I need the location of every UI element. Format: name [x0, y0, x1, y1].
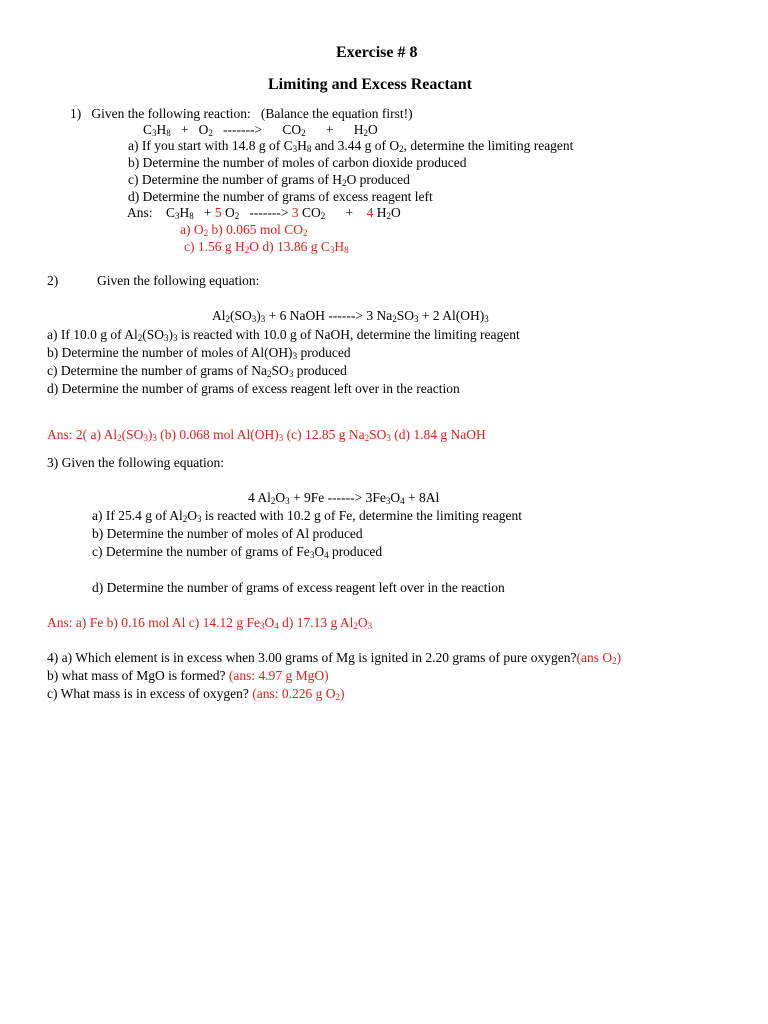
- q3-c-sub: 4: [324, 550, 329, 560]
- q1-a-sub: 2: [399, 144, 404, 154]
- q1-answer-equation: [127, 205, 401, 221]
- q1-c-text: c) Determine the number of grams of H: [128, 172, 343, 187]
- q1-eq-text: O: [198, 122, 209, 137]
- q3-answer: [47, 615, 372, 631]
- q1-eq-text: CO: [282, 122, 302, 137]
- q1-intro-line: [70, 106, 413, 122]
- q2-ans-text: (d) 1.84 g NaOH: [390, 427, 486, 442]
- q2-a-text: (SO: [142, 327, 164, 342]
- q1-ans-eq-sub: 3: [175, 211, 180, 221]
- q3-eq-text: O: [275, 490, 286, 505]
- q1-a-text: a) If you start with 14.8 g of C: [128, 138, 293, 153]
- q3-eq-sub: 3: [285, 496, 290, 506]
- q3-ans-text: O: [357, 615, 368, 630]
- q3-ans-sub: 2: [353, 621, 358, 631]
- q3-a-text: a) If 25.4 g of Al: [92, 508, 183, 523]
- q1-answer-ab: [180, 222, 308, 238]
- q2-part-b: [47, 345, 351, 361]
- q1-c-text: O produced: [346, 172, 410, 187]
- q4-c-ans-text: (ans: 0.226 g O: [252, 686, 336, 701]
- q3-eq-text: 4 Al: [248, 490, 271, 505]
- q1-number: 1): [70, 106, 82, 121]
- q3-ans-text: O: [264, 615, 275, 630]
- q2-eq-text: (SO: [230, 308, 252, 323]
- q4-c-answer: [252, 686, 344, 701]
- q1-eq-text: C: [143, 122, 153, 137]
- q1-eq-text: +: [325, 122, 334, 137]
- q1-equation: [143, 122, 378, 138]
- q1-c-sub: 2: [342, 178, 347, 188]
- q1-eq-text: +: [180, 122, 189, 137]
- q1-eq-text: H: [353, 122, 364, 137]
- q2-eq-text: ): [256, 308, 261, 323]
- q3-c-text: produced: [328, 544, 383, 559]
- q2-ans-sub: 3: [386, 433, 391, 443]
- q4-a-ans-text: (ans O: [576, 650, 613, 665]
- q1-ans-sub: 2: [244, 245, 250, 255]
- q1-eq-text: H: [156, 122, 167, 137]
- q2-ans-sub: 3: [152, 433, 157, 443]
- q1-a-sub: 8: [306, 144, 312, 154]
- q2-eq-sub: 3: [484, 314, 489, 324]
- q1-ans-sub: 2: [203, 228, 209, 238]
- q2-eq-sub: 3: [413, 314, 419, 324]
- q1-ans-eq-text: O: [391, 205, 401, 220]
- q2-a-sub: 3: [164, 333, 169, 343]
- q1-eq-sub: 2: [208, 128, 213, 138]
- q3-equation: [248, 490, 439, 506]
- q1-ans-eq-text: CO: [302, 205, 321, 220]
- q1-ans-eq-text: O: [225, 205, 235, 220]
- q2-ans-sub: 3: [143, 433, 148, 443]
- q1-ans-eq-sub: 8: [189, 211, 194, 221]
- q1-ans-label: Ans:: [127, 205, 153, 220]
- q2-c-text: produced: [293, 363, 347, 378]
- q1-ans-text: b) 0.065 mol CO: [208, 222, 304, 237]
- q1-eq-sub: 3: [152, 128, 157, 138]
- q1-ans-eq-text: C: [166, 205, 176, 220]
- q3-ans-sub: 3: [367, 621, 373, 631]
- q1-ans-text: O d) 13.86 g C: [249, 239, 330, 254]
- q1-ans-text: H: [334, 239, 345, 254]
- q4-a-ans-sub: 2: [612, 656, 617, 666]
- q2-c-text: SO: [271, 363, 289, 378]
- q2-ans-text: (SO: [121, 427, 144, 442]
- q4-part-a: [47, 650, 621, 666]
- q2-a-text: a) If 10.0 g of Al: [47, 327, 138, 342]
- q4-c-text: c) What mass is in excess of oxygen?: [47, 686, 253, 701]
- q3-c-text: O: [314, 544, 325, 559]
- q2-eq-text: + 6 NaOH ------> 3 Na: [265, 308, 393, 323]
- q4-c-ans-text: ): [339, 686, 345, 701]
- q2-eq-text: Al: [212, 308, 226, 323]
- q3-eq-sub: 4: [400, 496, 405, 506]
- q1-ans-eq-text: H: [179, 205, 190, 220]
- q2-b-text: produced: [297, 345, 351, 360]
- q3-eq-sub: 2: [270, 496, 276, 506]
- q2-b-sub: 3: [292, 351, 298, 361]
- q2-ans-sub: 2: [117, 433, 122, 443]
- q3-ans-text: d) 17.13 g Al: [278, 615, 354, 630]
- q3-c-sub: 3: [309, 550, 315, 560]
- q1-ans-sub: 3: [329, 245, 335, 255]
- q1-a-text: , determine the limiting reagent: [403, 138, 574, 153]
- q1-ans-text: a) O: [180, 222, 204, 237]
- q4-a-text: 4) a) Which element is in excess when 3.00 grams of Mg is ignited in 2.20 grams of pure oxygen?: [47, 650, 577, 665]
- q1-part-c: [128, 172, 410, 188]
- q2-ans-text: (b) 0.068 mol Al(OH): [156, 427, 279, 442]
- q2-ans-text: Ans: 2( a) Al: [47, 427, 118, 442]
- q1-ans-eq-text: H: [376, 205, 387, 220]
- q4-c-ans-sub: 2: [335, 692, 340, 702]
- q1-a-text: H: [297, 138, 307, 153]
- q1-intro: Given the following reaction:: [91, 106, 251, 121]
- q1-ans-sub: 8: [344, 245, 349, 255]
- q1-a-text: and 3.44 g of O: [311, 138, 400, 153]
- q3-eq-sub: 3: [385, 496, 391, 506]
- q2-eq-sub: 2: [225, 314, 230, 324]
- q2-a-sub: 2: [137, 333, 143, 343]
- q1-eq-text: O: [368, 122, 378, 137]
- q1-part-b: b) Determine the number of moles of carbon dioxide produced: [128, 155, 467, 170]
- q2-part-c: [47, 363, 347, 379]
- q2-number: 2): [47, 273, 59, 288]
- q2-ans-text: SO: [369, 427, 387, 442]
- q3-part-b: b) Determine the number of moles of Al produced: [92, 526, 363, 541]
- q3-a-sub: 2: [182, 514, 188, 524]
- q4-part-b: [47, 668, 329, 684]
- q1-ans-sub: 2: [303, 228, 308, 238]
- q1-ans-eq-text: +: [203, 205, 212, 220]
- page-subtitle: Limiting and Excess Reactant: [268, 76, 472, 93]
- q1-ans-eq-text: +: [345, 205, 354, 220]
- q3-intro: 3) Given the following equation:: [47, 455, 224, 470]
- q1-a-sub: 3: [292, 144, 298, 154]
- q3-c-text: c) Determine the number of grams of Fe: [92, 544, 310, 559]
- q2-equation: [212, 308, 489, 324]
- q3-a-sub: 3: [196, 514, 202, 524]
- q4-a-answer: [577, 650, 622, 665]
- q2-part-a: [47, 327, 520, 343]
- q2-a-text: is reacted with 10.0 g of NaOH, determine the limiting reagent: [177, 327, 520, 342]
- q2-eq-text: + 2 Al(OH): [418, 308, 485, 323]
- q3-ans-text: Ans: a) Fe b) 0.16 mol Al c) 14.12 g Fe: [47, 615, 260, 630]
- q3-ans-sub: 3: [259, 621, 265, 631]
- q3-eq-text: O: [390, 490, 401, 505]
- q3-eq-text: + 9Fe ------> 3Fe: [289, 490, 386, 505]
- q2-a-text: ): [168, 327, 173, 342]
- q3-a-text: is reacted with 10.2 g of Fe, determine the limiting reagent: [201, 508, 523, 523]
- q1-ans-eq-text: ------->: [249, 205, 289, 220]
- q4-b-text: b) what mass of MgO is formed?: [47, 668, 229, 683]
- q1-ans-coef: 5: [214, 205, 222, 220]
- q3-part-d: d) Determine the number of grams of excess reagent left over in the reaction: [92, 580, 505, 595]
- q2-ans-text: ): [147, 427, 153, 442]
- q1-eq-sub: 2: [301, 128, 306, 138]
- q1-ans-eq-sub: 2: [234, 211, 240, 221]
- q2-a-sub: 3: [173, 333, 178, 343]
- q1-eq-sub: 2: [363, 128, 368, 138]
- q2-c-sub: 2: [267, 369, 272, 379]
- q1-part-a: [128, 138, 573, 154]
- q2-b-text: b) Determine the number of moles of Al(OH): [47, 345, 293, 360]
- q2-eq-sub: 3: [260, 314, 266, 324]
- q1-part-d: d) Determine the number of grams of excess reagent left: [128, 189, 433, 204]
- q1-ans-text: c) 1.56 g H: [184, 239, 245, 254]
- q2-eq-sub: 3: [251, 314, 257, 324]
- q1-eq-text: ------->: [223, 122, 263, 137]
- q4-b-answer: (ans: 4.97 g MgO): [228, 668, 329, 683]
- q2-c-sub: 3: [288, 369, 294, 379]
- q2-ans-sub: 2: [364, 433, 370, 443]
- q1-hint: (Balance the equation first!): [260, 106, 413, 121]
- q2-ans-text: (c) 12.85 g Na: [283, 427, 365, 442]
- q1-ans-eq-sub: 2: [320, 211, 326, 221]
- page-title: Exercise # 8: [336, 44, 418, 61]
- q1-eq-sub: 8: [166, 128, 171, 138]
- q2-intro: Given the following equation:: [97, 273, 260, 288]
- q2-answer: [47, 427, 486, 443]
- q1-ans-coef: 3: [291, 205, 299, 220]
- q3-a-text: O: [187, 508, 197, 523]
- q3-ans-sub: 4: [274, 621, 279, 631]
- q2-eq-text: SO: [396, 308, 414, 323]
- q4-part-c: [47, 686, 344, 702]
- q1-ans-eq-sub: 2: [386, 211, 392, 221]
- q3-eq-text: + 8Al: [404, 490, 440, 505]
- q3-part-a: [92, 508, 522, 524]
- q1-ans-coef: 4: [366, 205, 374, 220]
- q4-a-ans-text: ): [616, 650, 622, 665]
- q2-eq-sub: 2: [392, 314, 397, 324]
- q3-part-c: [92, 544, 382, 560]
- q2-c-text: c) Determine the number of grams of Na: [47, 363, 268, 378]
- q2-ans-sub: 3: [278, 433, 284, 443]
- q1-answer-cd: [184, 239, 349, 255]
- q2-part-d: d) Determine the number of grams of excess reagent left over in the reaction: [47, 381, 460, 396]
